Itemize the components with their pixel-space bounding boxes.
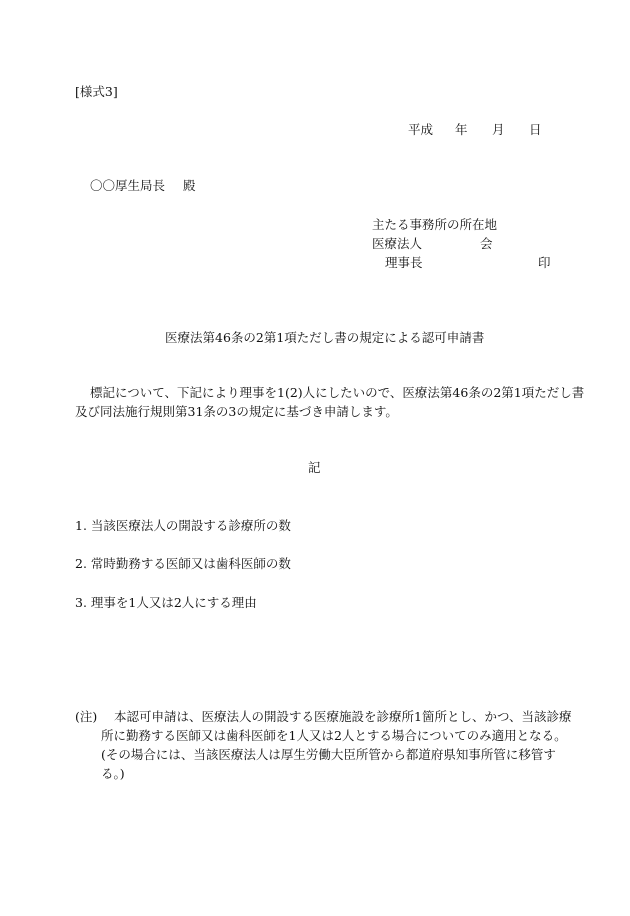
form-label: [様式3]: [75, 84, 118, 99]
note-line: 本認可申請は、医療法人の開設する医療施設を診療所1箇所とし、かつ、当該診療: [114, 709, 572, 724]
note-label: (注): [75, 709, 98, 724]
body-line-2: 及び同法施行規則第31条の3の規定に基づき申請します。: [75, 404, 398, 419]
document-title: 医療法第46条の2第1項ただし書の規定による認可申請書: [165, 330, 485, 345]
list-item: 3. 理事を1人又は2人にする理由: [75, 595, 257, 610]
ki-heading: 記: [308, 460, 321, 475]
list-item: 1. 当該医療法人の開設する診療所の数: [75, 518, 291, 533]
date-day: 日: [529, 122, 542, 137]
date-month: 月: [492, 122, 505, 137]
addressee-name: 〇〇厚生局長: [90, 178, 166, 193]
corporation-label: 医療法人: [372, 236, 423, 251]
body-line-1: 標記について、下記により理事を1(2)人にしたいので、医療法第46条の2第1項ただし書: [90, 385, 585, 400]
date-era: 平成: [408, 122, 434, 137]
list-item: 2. 常時勤務する医師又は歯科医師の数: [75, 556, 291, 571]
note-line: る。): [101, 766, 125, 781]
note-line: 所に勤務する医師又は歯科医師を1人又は2人とする場合についてのみ適用となる。: [101, 728, 567, 743]
date-year: 年: [455, 122, 468, 137]
chair-label: 理事長: [385, 255, 423, 270]
corporation-suffix: 会: [480, 236, 493, 251]
seal-mark: 印: [538, 255, 551, 270]
note-line: (その場合には、当該医療法人は厚生労働大臣所管から都道府県知事所管に移管す: [101, 747, 556, 762]
addressee-honorific: 殿: [183, 178, 196, 193]
office-location-label: 主たる事務所の所在地: [372, 217, 498, 232]
